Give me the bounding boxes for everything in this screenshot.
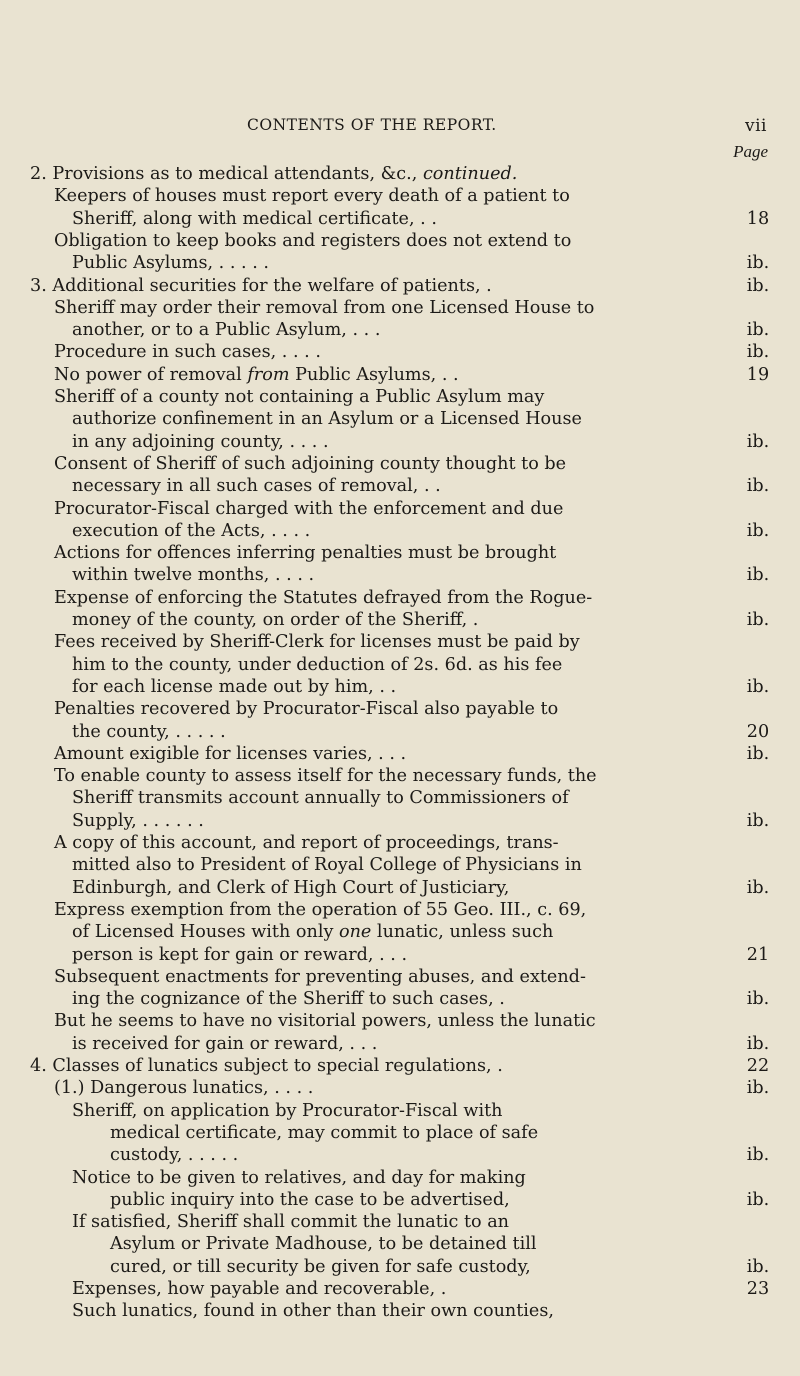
entry-text: [72, 564, 314, 586]
contents-entry: [0, 252, 800, 274]
section-number: 4.: [30, 1056, 53, 1076]
entry-page-ref: ib.: [746, 810, 770, 831]
entry-page-ref: ib.: [746, 1189, 770, 1210]
entry-description: Expense of enforcing the Statutes defrayed from the Rogue-: [54, 587, 593, 608]
entry-text: [110, 1189, 510, 1211]
contents-entry: [0, 1278, 800, 1300]
contents-entry: [0, 364, 800, 386]
entry-description: Sheriff of a county not containing a Public Asylum may: [54, 387, 545, 407]
section-number: 2.: [30, 164, 53, 184]
entry-text: [54, 899, 586, 921]
contents-entry: [0, 587, 800, 609]
page-number: vii: [745, 116, 767, 136]
entry-text: [54, 453, 566, 475]
entry-text: [54, 542, 556, 564]
entry-description: Sheriff, along with medical certificate, . .: [72, 208, 437, 229]
contents-entry: [0, 275, 800, 297]
entry-text: [54, 743, 406, 765]
contents-entry: [0, 1300, 800, 1322]
entry-description: Sheriff transmits account annually to Commissioners of: [72, 788, 569, 809]
contents-entry: [0, 654, 800, 676]
entry-description: execution of the Acts, . . . .: [72, 520, 311, 541]
entry-description: Sheriff may order their removal from one Licensed House to: [54, 297, 595, 318]
contents-entry: [0, 721, 800, 743]
contents-entry: [0, 564, 800, 586]
entry-text: [72, 721, 226, 743]
entry-description: Notice to be given to relatives, and day for making: [72, 1167, 526, 1188]
contents-entry: [0, 988, 800, 1010]
entry-text: [72, 1300, 554, 1322]
entry-description: Edinburgh, and Clerk of High Court of Justiciary,: [72, 877, 510, 898]
entry-page-ref: 23: [746, 1279, 770, 1299]
entry-page-ref: ib.: [746, 431, 770, 452]
entry-description: Supply, . . . . . .: [72, 810, 204, 831]
contents-entry: [0, 408, 800, 430]
contents-entry: [0, 498, 800, 520]
entry-text: [30, 1055, 503, 1077]
contents-entry: [0, 676, 800, 698]
entry-text: [72, 1278, 446, 1300]
entry-page-ref: ib.: [746, 1145, 770, 1166]
entry-description: necessary in all such cases of removal, . .: [72, 476, 441, 497]
entry-description: within twelve months, . . . .: [72, 565, 315, 586]
entry-page-ref: ib.: [746, 676, 770, 697]
entry-text: [110, 1144, 238, 1166]
entry-description: Obligation to keep books and registers does not extend to: [54, 230, 572, 251]
contents-entry: [0, 1233, 800, 1255]
entry-text: [54, 297, 594, 319]
contents-entry: [0, 1055, 800, 1077]
entry-description: authorize confinement in an Asylum or a Licensed House: [72, 409, 582, 430]
contents-entry: [0, 208, 800, 230]
entry-text: [72, 676, 396, 698]
contents-entry: [0, 453, 800, 475]
entry-description: No power of removal: [54, 364, 248, 385]
contents-entry: [0, 944, 800, 966]
entry-description: is received for gain or reward, . . .: [72, 1033, 378, 1054]
entry-text: [54, 1010, 596, 1032]
entry-description: Fees received by Sheriff-Clerk for licenses must be paid by: [54, 632, 580, 653]
entry-page-ref: ib.: [746, 565, 770, 586]
entry-description: ing the cognizance of the Sheriff to such cases, .: [72, 989, 505, 1010]
entry-text: [72, 252, 269, 274]
entry-text: [72, 1033, 377, 1055]
contents-entry: [0, 386, 800, 408]
contents-entry: [0, 609, 800, 631]
entry-text: [72, 654, 562, 676]
entry-description: him to the county, under deduction of 2s. 6d. as his fee: [72, 654, 563, 675]
entry-text: [54, 341, 321, 363]
entry-text: [54, 765, 597, 787]
entry-page-ref: 22: [746, 1056, 770, 1076]
contents-entry: [0, 319, 800, 341]
entry-page-ref: ib.: [746, 1256, 770, 1277]
entry-description: Additional securities for the welfare of patients, .: [52, 275, 492, 296]
entry-description: the county, . . . . .: [72, 721, 226, 742]
contents-entry: [0, 230, 800, 252]
contents-entry: [0, 431, 800, 453]
entry-text: [72, 988, 505, 1010]
entry-page-ref: ib.: [746, 1033, 770, 1054]
contents-entry: [0, 1100, 800, 1122]
contents-entry: [0, 297, 800, 319]
entry-description: Procedure in such cases, . . . .: [54, 342, 321, 363]
entry-text: [30, 163, 517, 185]
contents-entry: [0, 743, 800, 765]
contents-entry: [0, 1167, 800, 1189]
entry-description: Express exemption from the operation of 55 Geo. III., c. 69,: [54, 899, 587, 920]
entry-description: for each license made out by him, . .: [72, 676, 397, 697]
entry-description: Asylum or Private Madhouse, to be detained till: [110, 1234, 537, 1255]
entry-description: person is kept for gain or reward, . . .: [72, 944, 408, 965]
entry-page-ref: ib.: [746, 743, 770, 764]
entry-page-ref: ib.: [746, 610, 770, 630]
entry-page-ref: 18: [746, 208, 770, 229]
entry-italic-text: from: [247, 364, 290, 385]
entry-text: [72, 787, 569, 809]
entry-description: of Licensed Houses with only: [72, 922, 339, 943]
entry-page-ref: ib.: [746, 877, 770, 898]
entry-description: Amount exigible for licenses varies, . . .: [54, 743, 407, 764]
entry-description: Penalties recovered by Procurator-Fiscal also payable to: [54, 699, 559, 720]
entry-description: (1.) Dangerous lunatics, . . . .: [54, 1078, 314, 1099]
entry-text: [110, 1233, 536, 1255]
entry-description: Keepers of houses must report every death of a patient to: [54, 186, 570, 207]
entry-description: another, or to a Public Asylum, . . .: [72, 320, 381, 341]
entry-description: cured, or till security be given for safe custody,: [110, 1256, 531, 1277]
entry-page-ref: ib.: [746, 320, 770, 341]
page-column-label: Page: [733, 142, 768, 161]
contents-entry: [0, 1033, 800, 1055]
contents-entry: [0, 1144, 800, 1166]
entry-text: [72, 810, 204, 832]
entry-text: [72, 1211, 509, 1233]
entry-text: [54, 587, 592, 609]
entry-text: [54, 230, 571, 252]
entry-page-ref: ib.: [746, 1078, 770, 1099]
entry-text: [54, 386, 544, 408]
entry-text: [72, 520, 310, 542]
contents-entry: [0, 854, 800, 876]
entry-text: [72, 319, 380, 341]
entry-description: public inquiry into the case to be advertised,: [110, 1189, 510, 1210]
contents-entry: [0, 810, 800, 832]
entry-description: But he seems to have no visitorial powers, unless the lunatic: [54, 1011, 596, 1032]
entry-description: A copy of this account, and report of proceedings, trans-: [54, 833, 559, 853]
entry-italic-text: continued.: [422, 164, 518, 184]
entry-text: [72, 1100, 502, 1122]
running-header: [0, 116, 800, 140]
entry-text: [72, 431, 329, 453]
section-number: 3.: [30, 275, 53, 296]
entry-description: Provisions as to medical attendants, &c.,: [52, 164, 423, 184]
contents-entry: [0, 966, 800, 988]
entry-page-ref: ib.: [746, 476, 770, 497]
entry-description: Subsequent enactments for preventing abuses, and extend-: [54, 966, 586, 987]
contents-entry: [0, 921, 800, 943]
entry-description-continued: lunatic, unless such: [371, 922, 554, 943]
contents-entry: [0, 185, 800, 207]
entry-description: Classes of lunatics subject to special regulations, .: [52, 1056, 503, 1076]
entry-text: [72, 1167, 526, 1189]
entry-description: money of the county, on order of the Sheriff, .: [72, 610, 479, 630]
entry-description-continued: Public Asylums, . .: [289, 364, 459, 385]
entry-description: Expenses, how payable and recoverable, .: [72, 1279, 447, 1299]
entry-text: [54, 498, 563, 520]
entry-page-ref: ib.: [746, 989, 770, 1010]
entry-page-ref: 21: [746, 944, 770, 965]
contents-entry: [0, 877, 800, 899]
entry-description: To enable county to assess itself for the necessary funds, the: [54, 766, 597, 787]
entry-text: [72, 475, 441, 497]
entry-text: [54, 698, 558, 720]
entry-page-ref: ib.: [746, 342, 770, 363]
contents-entry: [0, 631, 800, 653]
entry-description: Actions for offences inferring penalties must be brought: [54, 543, 557, 564]
entry-text: [72, 208, 437, 230]
entry-text: [72, 877, 509, 899]
contents-entry: [0, 765, 800, 787]
contents-entry: [0, 1077, 800, 1099]
contents-entry: [0, 787, 800, 809]
entry-text: [110, 1122, 538, 1144]
contents-entry: [0, 1211, 800, 1233]
entry-description: Procurator-Fiscal charged with the enforcement and due: [54, 498, 564, 519]
entry-page-ref: 19: [746, 364, 770, 385]
entry-description: mitted also to President of Royal College of Physicians in: [72, 855, 582, 876]
entry-italic-text: one: [339, 922, 372, 943]
contents-entry: [0, 475, 800, 497]
entry-page-ref: 20: [746, 721, 770, 742]
entry-text: [54, 966, 586, 988]
entry-page-ref: ib.: [746, 275, 770, 296]
entry-text: [72, 854, 582, 876]
contents-entry: [0, 1010, 800, 1032]
contents-entry: [0, 832, 800, 854]
contents-entry: [0, 1122, 800, 1144]
entry-text: [72, 944, 407, 966]
entry-description: Such lunatics, found in other than their own counties,: [72, 1301, 554, 1322]
entry-text: [72, 921, 553, 943]
entry-text: [54, 185, 570, 207]
entry-text: [72, 408, 582, 430]
entry-description: medical certificate, may commit to place of safe: [110, 1122, 539, 1143]
contents-entry: [0, 899, 800, 921]
entry-text: [72, 609, 478, 631]
contents-entry: [0, 163, 800, 185]
entry-description: custody, . . . . .: [110, 1145, 239, 1166]
entry-description: Public Asylums, . . . . .: [72, 253, 269, 274]
contents-entry: [0, 1189, 800, 1211]
contents-entry: [0, 542, 800, 564]
entry-text: [54, 631, 580, 653]
entry-description: in any adjoining county, . . . .: [72, 431, 329, 452]
entry-page-ref: ib.: [746, 520, 770, 541]
contents-entry: [0, 341, 800, 363]
entry-description: Consent of Sheriff of such adjoining county thought to be: [54, 453, 567, 474]
contents-entry: [0, 520, 800, 542]
header-title: CONTENTS OF THE REPORT.: [247, 116, 497, 134]
entry-text: [54, 832, 559, 854]
entry-page-ref: ib.: [746, 253, 770, 274]
contents-entry: [0, 698, 800, 720]
entry-text: [54, 364, 459, 386]
entry-description: Sheriff, on application by Procurator-Fiscal with: [72, 1100, 503, 1121]
entry-text: [110, 1256, 531, 1278]
contents-entry: [0, 1256, 800, 1278]
entry-description: If satisfied, Sheriff shall commit the lunatic to an: [72, 1212, 510, 1233]
entry-text: [30, 275, 492, 297]
entry-text: [54, 1077, 313, 1099]
